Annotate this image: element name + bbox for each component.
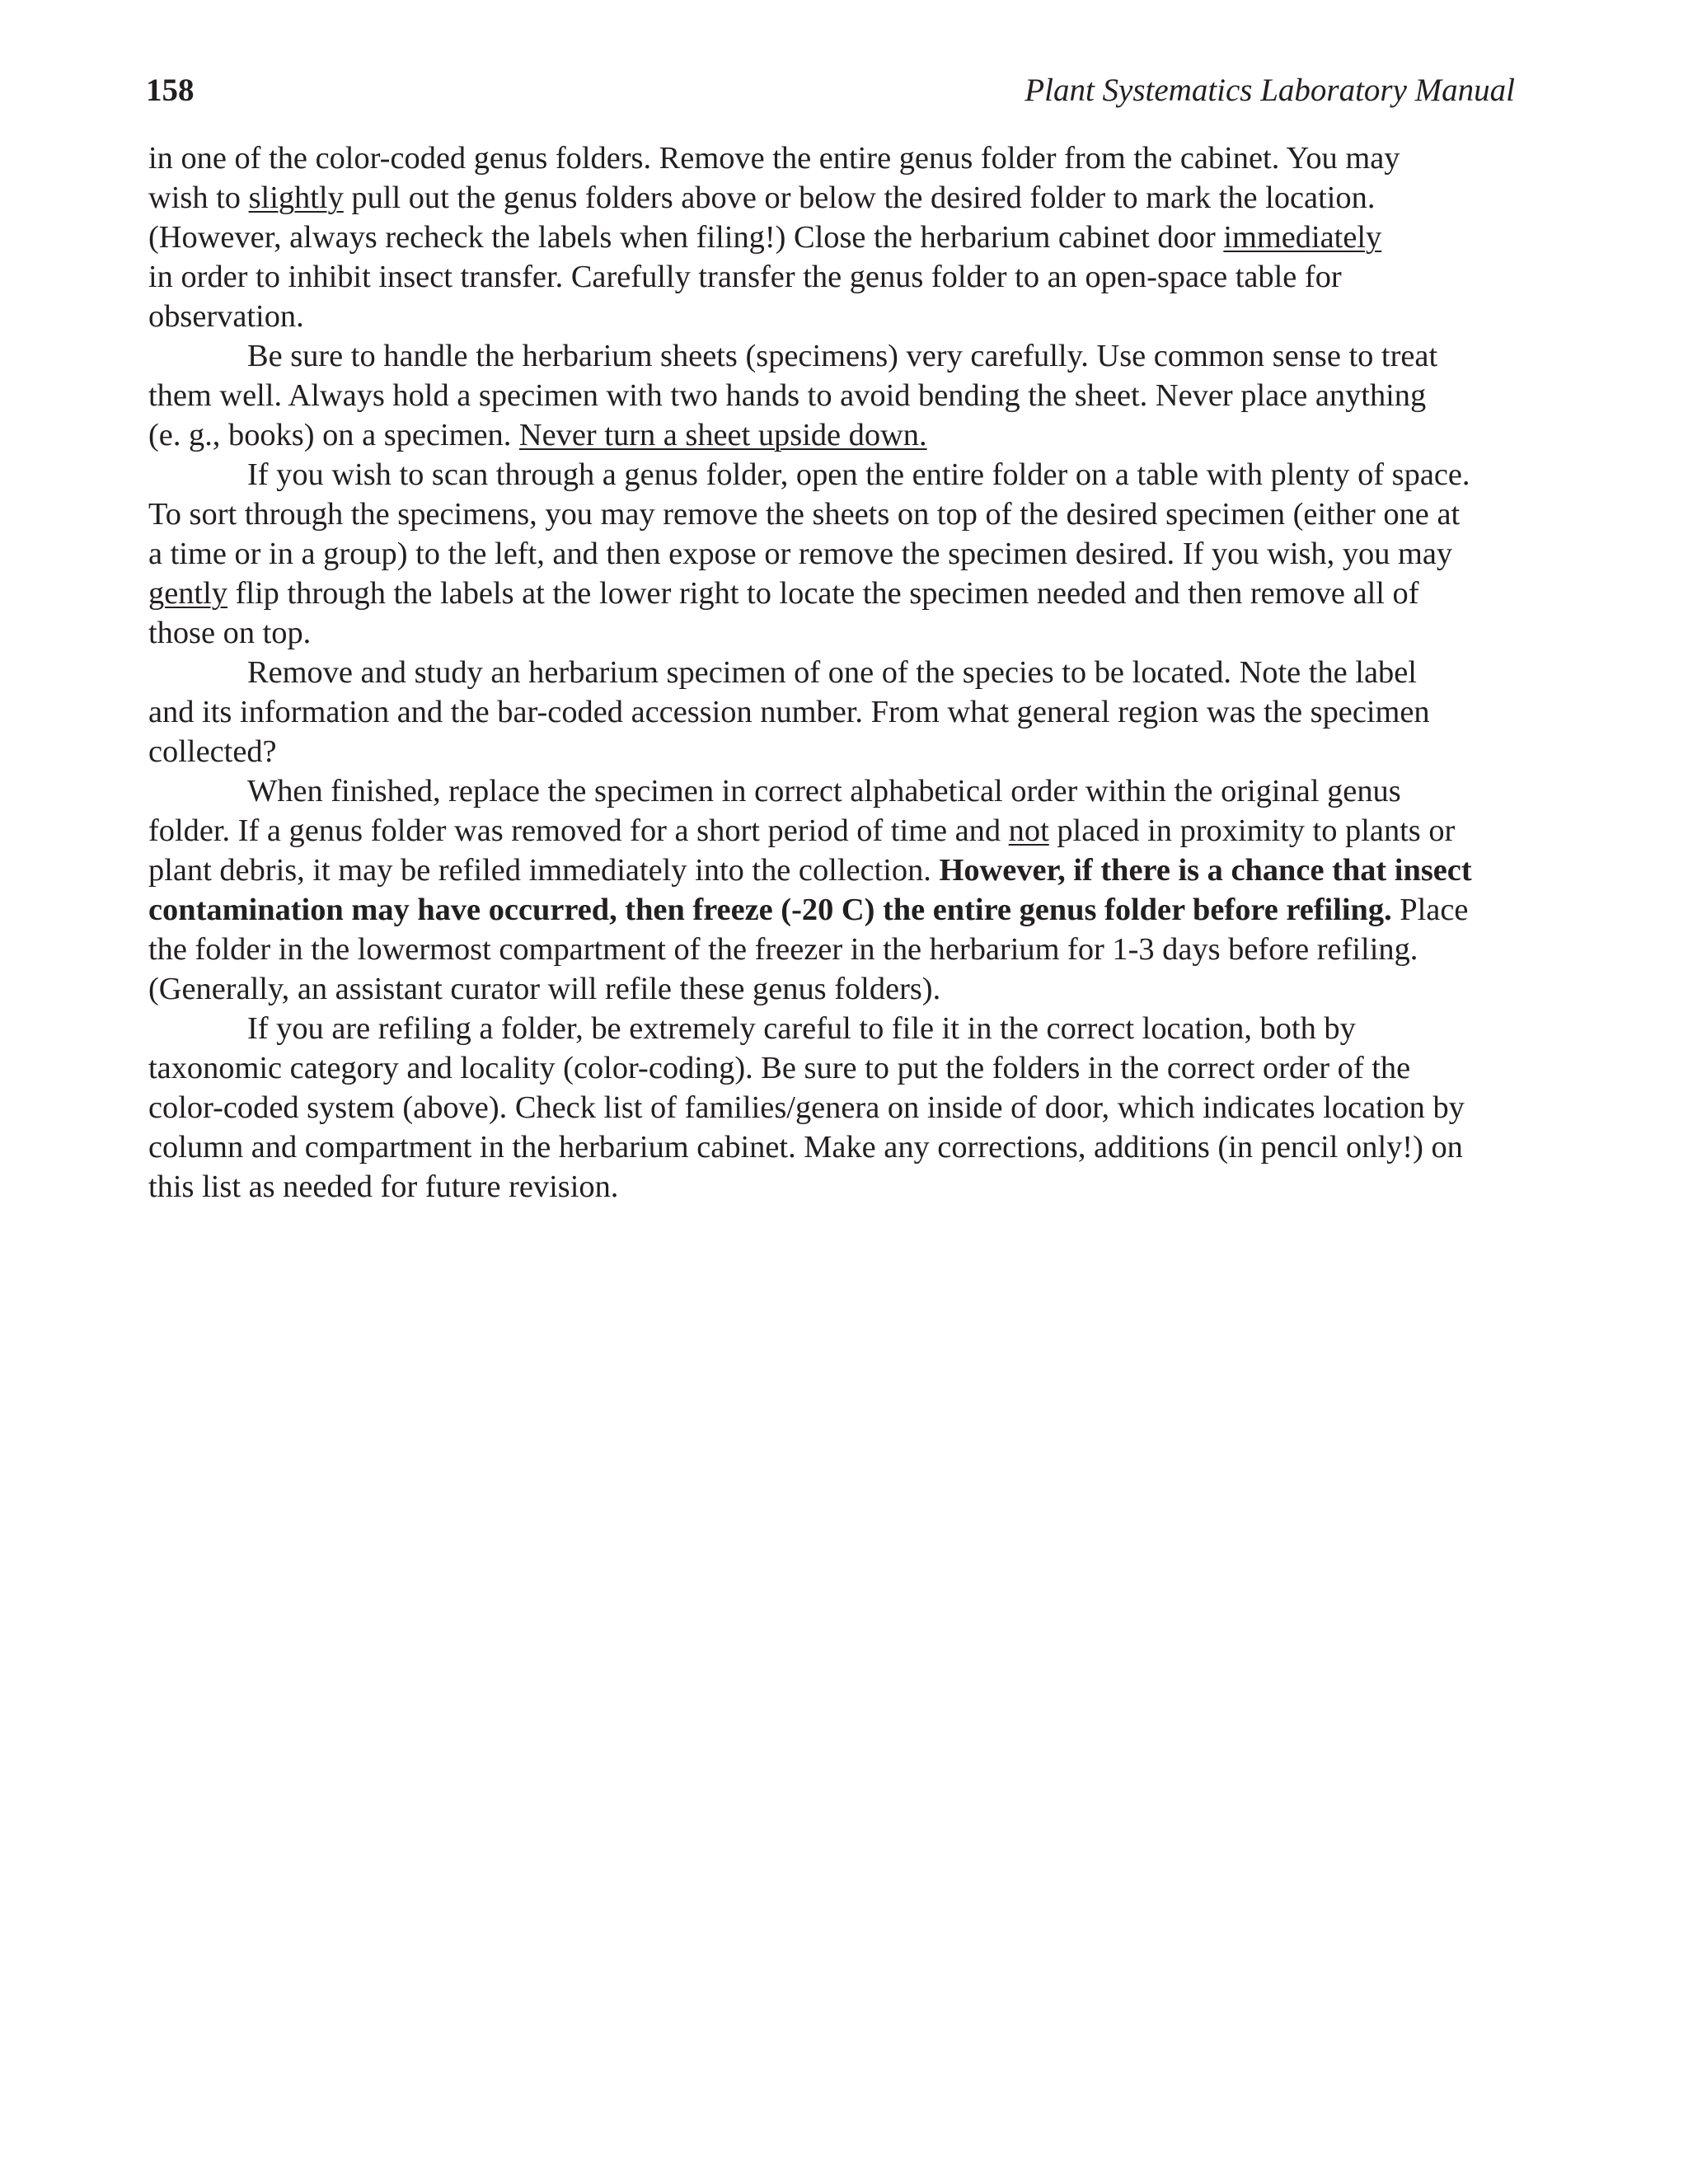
- text-line: [148, 851, 1541, 890]
- text-line: [148, 257, 1541, 297]
- running-header-title: Plant Systematics Laboratory Manual: [1025, 73, 1515, 108]
- text-segment: color-coded system (above). Check list of families/genera on inside of door, which indicates location by: [148, 1090, 1465, 1125]
- underlined-text: slightly: [248, 180, 344, 215]
- underlined-text: not: [1008, 813, 1049, 848]
- text-segment: observation.: [148, 299, 304, 334]
- text-line: [148, 376, 1541, 415]
- underlined-text: Never turn a sheet upside down.: [518, 418, 927, 452]
- text-segment: To sort through the specimens, you may remove the sheets on top of the desired specimen (either one at: [148, 497, 1461, 532]
- text-line: [148, 138, 1541, 178]
- text-segment: folder. If a genus folder was removed for a short period of time and: [148, 813, 1009, 848]
- text-segment: them well. Always hold a specimen with two hands to avoid bending the sheet. Never place anything: [148, 378, 1427, 413]
- text-line: [148, 969, 1541, 1009]
- text-segment: those on top.: [148, 616, 312, 650]
- text-segment: plant debris, it may be refiled immediately into the collection.: [148, 853, 940, 888]
- text-segment: in order to inhibit insect transfer. Carefully transfer the genus folder to an open-space table for: [148, 260, 1342, 294]
- text-segment: (e. g., books) on a specimen.: [148, 418, 519, 452]
- text-line: [148, 732, 1541, 771]
- body-text: [148, 138, 1541, 1207]
- text-line: [148, 811, 1541, 851]
- text-line: [148, 534, 1541, 574]
- text-segment: in one of the color-coded genus folders. Remove the entire genus folder from the cabinet. You may: [148, 141, 1400, 176]
- text-segment: (However, always recheck the labels when filing!) Close the herbarium cabinet door: [148, 220, 1224, 255]
- text-line: [148, 455, 1541, 494]
- text-line: [148, 1048, 1541, 1088]
- text-line: [148, 415, 1541, 455]
- text-line: [148, 930, 1541, 969]
- text-line: [148, 1167, 1541, 1207]
- text-line: [148, 336, 1541, 376]
- text-segment: and its information and the bar-coded accession number. From what general region was the specimen: [148, 695, 1430, 729]
- text-segment: (Generally, an assistant curator will refile these genus folders).: [148, 972, 941, 1006]
- text-segment: Place: [1391, 893, 1469, 927]
- underlined-text: immediately: [1223, 220, 1382, 255]
- text-line: [148, 890, 1541, 930]
- text-line: [148, 297, 1541, 336]
- text-segment: Remove and study an herbarium specimen of one of the species to be located. Note the label: [247, 655, 1417, 690]
- underlined-text: gently: [148, 576, 227, 611]
- text-segment: taxonomic category and locality (color-coding). Be sure to put the folders in the correct order of the: [148, 1051, 1411, 1085]
- bold-text: contamination may have occurred, then freeze (-20 C) the entire genus folder before refiling.: [148, 893, 1392, 927]
- text-line: [148, 692, 1541, 732]
- text-segment: the folder in the lowermost compartment of the freezer in the herbarium for 1-3 days before refiling.: [148, 932, 1418, 967]
- text-segment: wish to: [148, 180, 249, 215]
- text-line: [148, 653, 1541, 692]
- text-line: [148, 218, 1541, 257]
- bold-text: However, if there is a chance that insect: [939, 853, 1472, 888]
- text-segment: column and compartment in the herbarium cabinet. Make any corrections, additions (in pencil only!) on: [148, 1130, 1463, 1165]
- text-line: [148, 1127, 1541, 1167]
- text-line: [148, 178, 1541, 218]
- text-segment: If you wish to scan through a genus folder, open the entire folder on a table with plenty of space.: [247, 457, 1470, 492]
- text-line: [148, 1009, 1541, 1048]
- text-segment: a time or in a group) to the left, and then expose or remove the specimen desired. If you wish, you may: [148, 537, 1453, 571]
- text-segment: If you are refiling a folder, be extremely careful to file it in the correct location, both by: [247, 1011, 1356, 1046]
- text-line: [148, 574, 1541, 613]
- text-segment: When finished, replace the specimen in correct alphabetical order within the original genus: [247, 774, 1401, 808]
- text-segment: Be sure to handle the herbarium sheets (specimens) very carefully. Use common sense to treat: [247, 339, 1438, 373]
- text-segment: flip through the labels at the lower right to locate the specimen needed and then remove all of: [227, 576, 1419, 611]
- text-line: [148, 1088, 1541, 1127]
- text-segment: collected?: [148, 734, 277, 769]
- text-line: [148, 494, 1541, 534]
- text-segment: this list as needed for future revision.: [148, 1169, 619, 1204]
- text-line: [148, 771, 1541, 811]
- page-number: 158: [146, 73, 195, 108]
- text-segment: placed in proximity to plants or: [1048, 813, 1456, 848]
- text-line: [148, 613, 1541, 653]
- text-segment: pull out the genus folders above or below the desired folder to mark the location.: [343, 180, 1376, 215]
